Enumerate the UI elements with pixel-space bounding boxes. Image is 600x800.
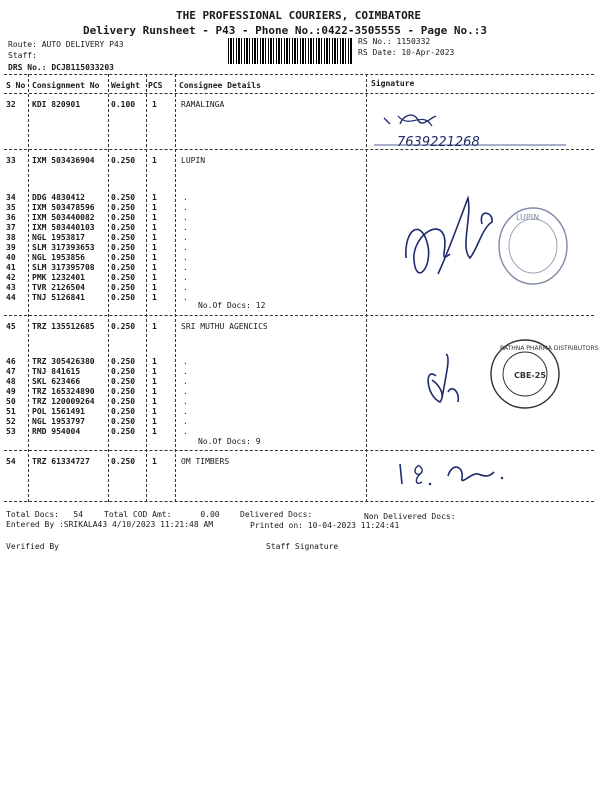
- docs-count: No.Of Docs: 9: [198, 437, 261, 446]
- rule-top: [4, 74, 594, 75]
- rs-number: RS No.: 1150332: [358, 37, 431, 46]
- table-row-weight: 0.100: [111, 100, 136, 109]
- table-row-weight: 0.250: [111, 223, 136, 232]
- row-rule: [4, 450, 594, 451]
- table-row-pcs: 1: [152, 397, 157, 406]
- page-title: Delivery Runsheet - P43 - Phone No.:0422-3505555 - Page No.:3: [83, 24, 487, 37]
- col-divider: [366, 74, 367, 502]
- delivered-docs: Delivered Docs:: [240, 510, 313, 519]
- table-row-weight: 0.250: [111, 293, 136, 302]
- table-row-consignment: TVR 2126504: [32, 283, 85, 292]
- consignee-placeholder: .: [183, 407, 188, 416]
- table-row-weight: 0.250: [111, 387, 136, 396]
- table-row-consignment: RMD 954004: [32, 427, 81, 436]
- header-signature: Signature: [371, 79, 415, 88]
- table-row-sno: 49: [6, 387, 16, 396]
- header-sno: S No: [6, 81, 26, 90]
- consignee-placeholder: .: [183, 293, 188, 302]
- table-row-sno: 43: [6, 283, 16, 292]
- consignee-placeholder: .: [183, 397, 188, 406]
- rule-header-bottom: [4, 93, 594, 94]
- consignee-name: RAMALINGA: [181, 100, 225, 109]
- consignee-placeholder: .: [183, 243, 188, 252]
- table-row-consignment: NGL 1953797: [32, 417, 85, 426]
- col-divider: [146, 74, 147, 502]
- table-row-sno: 33: [6, 156, 16, 165]
- table-row-sno: 54: [6, 457, 16, 466]
- table-row-pcs: 1: [152, 367, 157, 376]
- header-weight: Weight: [111, 81, 140, 90]
- table-row-pcs: 1: [152, 193, 157, 202]
- company-name: THE PROFESSIONAL COURIERS, COIMBATORE: [176, 9, 422, 22]
- table-row-consignment: IXM 503440082: [32, 213, 95, 222]
- col-divider: [175, 74, 176, 502]
- table-row-consignment: TNJ 5126841: [32, 293, 85, 302]
- signature-om-timbers: [392, 456, 532, 490]
- table-row-pcs: 1: [152, 457, 157, 466]
- entered-by: Entered By :SRIKALA43 4/10/2023 11:21:48 AM: [6, 520, 214, 529]
- table-row-pcs: 1: [152, 213, 157, 222]
- consignee-placeholder: .: [183, 427, 188, 436]
- table-row-sno: 53: [6, 427, 16, 436]
- table-row-consignment: TRZ 135512685: [32, 322, 95, 331]
- table-row-pcs: 1: [152, 407, 157, 416]
- table-row-sno: 34: [6, 193, 16, 202]
- table-row-weight: 0.250: [111, 357, 136, 366]
- table-row-pcs: 1: [152, 283, 157, 292]
- non-delivered-docs: Non Delivered Docs:: [364, 512, 456, 521]
- signature-lupin: [398, 188, 573, 298]
- table-row-pcs: 1: [152, 377, 157, 386]
- verified-by: Verified By: [6, 542, 59, 551]
- table-row-consignment: PMK 1232401: [32, 273, 85, 282]
- table-row-consignment: NGL 1953817: [32, 233, 85, 242]
- table-row-weight: 0.250: [111, 233, 136, 242]
- header-pcs: PCS: [148, 81, 163, 90]
- consignee-placeholder: .: [183, 223, 188, 232]
- row-rule: [4, 315, 594, 316]
- table-row-weight: 0.250: [111, 253, 136, 262]
- table-row-consignment: IXM 503436904: [32, 156, 95, 165]
- table-row-pcs: 1: [152, 233, 157, 242]
- table-row-consignment: NGL 1953856: [32, 253, 85, 262]
- col-divider: [108, 74, 109, 502]
- table-row-sno: 36: [6, 213, 16, 222]
- table-row-pcs: 1: [152, 427, 157, 436]
- table-row-sno: 39: [6, 243, 16, 252]
- table-row-weight: 0.250: [111, 193, 136, 202]
- table-row-weight: 0.250: [111, 417, 136, 426]
- table-row-weight: 0.250: [111, 427, 136, 436]
- table-row-consignment: IXM 503478596: [32, 203, 95, 212]
- phone-handwriting: 7639221268: [397, 135, 480, 150]
- consignee-placeholder: .: [183, 273, 188, 282]
- table-row-pcs: 1: [152, 223, 157, 232]
- route-label: Route: AUTO DELIVERY P43: [8, 40, 124, 49]
- table-row-sno: 47: [6, 367, 16, 376]
- rathna-stamp-text: RATHNA PHARMA DISTRIBUTORS: [500, 345, 599, 352]
- table-row-sno: 48: [6, 377, 16, 386]
- table-row-weight: 0.250: [111, 263, 136, 272]
- table-row-sno: 37: [6, 223, 16, 232]
- table-row-sno: 50: [6, 397, 16, 406]
- table-row-pcs: 1: [152, 203, 157, 212]
- docs-count: No.Of Docs: 12: [198, 301, 266, 310]
- consignee-placeholder: .: [183, 283, 188, 292]
- rs-date: RS Date: 10-Apr-2023: [358, 48, 455, 57]
- consignee-name: SRI MUTHU AGENCICS: [181, 322, 268, 331]
- rathna-stamp-code: CBE-25: [514, 371, 546, 380]
- table-row-pcs: 1: [152, 357, 157, 366]
- table-row-consignment: TRZ 61334727: [32, 457, 90, 466]
- table-row-pcs: 1: [152, 387, 157, 396]
- table-row-weight: 0.250: [111, 156, 136, 165]
- table-row-sno: 42: [6, 273, 16, 282]
- table-row-weight: 0.250: [111, 377, 136, 386]
- table-row-consignment: IXM 503440103: [32, 223, 95, 232]
- table-row-pcs: 1: [152, 273, 157, 282]
- consignee-placeholder: .: [183, 193, 188, 202]
- table-row-weight: 0.250: [111, 407, 136, 416]
- rule-bottom: [4, 501, 594, 502]
- consignee-placeholder: .: [183, 233, 188, 242]
- table-row-pcs: 1: [152, 243, 157, 252]
- lupin-stamp-text: LUPIN: [516, 213, 540, 222]
- table-row-pcs: 1: [152, 322, 157, 331]
- table-row-weight: 0.250: [111, 397, 136, 406]
- col-divider: [28, 74, 29, 502]
- consignee-placeholder: .: [183, 367, 188, 376]
- staff-signature: Staff Signature: [266, 542, 339, 551]
- barcode: [228, 38, 352, 64]
- table-row-weight: 0.250: [111, 457, 136, 466]
- table-row-sno: 45: [6, 322, 16, 331]
- table-row-consignment: KDI 820901: [32, 100, 81, 109]
- consignee-placeholder: .: [183, 377, 188, 386]
- table-row-weight: 0.250: [111, 283, 136, 292]
- signature-sri-muthu: [420, 336, 599, 426]
- table-row-consignment: TRZ 165324890: [32, 387, 95, 396]
- header-consignment: Consignment No: [32, 81, 100, 90]
- table-row-weight: 0.250: [111, 213, 136, 222]
- table-row-consignment: TNJ 841615: [32, 367, 81, 376]
- table-row-consignment: TRZ 120009264: [32, 397, 95, 406]
- table-row-weight: 0.250: [111, 367, 136, 376]
- table-row-sno: 46: [6, 357, 16, 366]
- table-row-pcs: 1: [152, 417, 157, 426]
- consignee-placeholder: .: [183, 263, 188, 272]
- table-row-weight: 0.250: [111, 203, 136, 212]
- table-row-weight: 0.250: [111, 322, 136, 331]
- consignee-placeholder: .: [183, 203, 188, 212]
- table-row-consignment: TRZ 305426380: [32, 357, 95, 366]
- table-row-pcs: 1: [152, 156, 157, 165]
- table-row-consignment: SLM 317393653: [32, 243, 95, 252]
- consignee-name: OM TIMBERS: [181, 457, 230, 466]
- consignee-placeholder: .: [183, 387, 188, 396]
- table-row-sno: 44: [6, 293, 16, 302]
- table-row-consignment: SLM 317395708: [32, 263, 95, 272]
- table-row-sno: 51: [6, 407, 16, 416]
- table-row-weight: 0.250: [111, 243, 136, 252]
- table-row-sno: 32: [6, 100, 16, 109]
- table-row-consignment: DDG 4830412: [32, 193, 85, 202]
- table-row-consignment: SKL 623466: [32, 377, 81, 386]
- header-consignee: Consignee Details: [179, 81, 261, 90]
- total-docs: Total Docs: 54: [6, 510, 84, 519]
- consignee-name: LUPIN: [181, 156, 206, 165]
- total-cod: Total COD Amt: 0.00: [104, 510, 220, 519]
- table-row-pcs: 1: [152, 253, 157, 262]
- staff-label: Staff:: [8, 51, 37, 60]
- table-row-sno: 52: [6, 417, 16, 426]
- consignee-placeholder: .: [183, 213, 188, 222]
- table-row-sno: 35: [6, 203, 16, 212]
- table-row-weight: 0.250: [111, 273, 136, 282]
- table-row-sno: 38: [6, 233, 16, 242]
- consignee-placeholder: .: [183, 417, 188, 426]
- table-row-consignment: POL 1561491: [32, 407, 85, 416]
- table-row-sno: 41: [6, 263, 16, 272]
- table-row-pcs: 1: [152, 263, 157, 272]
- printed-on: Printed on: 10-04-2023 11:24:41: [250, 521, 400, 530]
- table-row-pcs: 1: [152, 293, 157, 302]
- drs-number: DRS No.: DCJB115033203: [8, 63, 114, 72]
- table-row-pcs: 1: [152, 100, 157, 109]
- signature-ramalinga: [370, 104, 570, 150]
- consignee-placeholder: .: [183, 253, 188, 262]
- table-row-sno: 40: [6, 253, 16, 262]
- consignee-placeholder: .: [183, 357, 188, 366]
